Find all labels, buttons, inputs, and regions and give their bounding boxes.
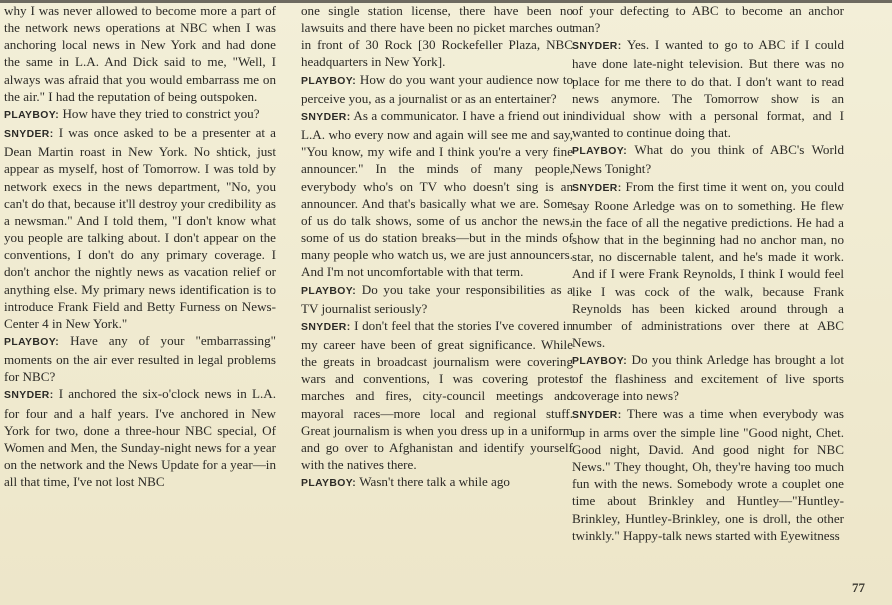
paragraph — [4, 124, 276, 332]
speaker-label: SNYDER: — [572, 409, 622, 421]
paragraph-text: I don't feel that the stories I've covered in my career have been of great significance. While the greats in broadcast journalism were covering wars and conventions, I was covering protest marches and fires, city-council meetings and mayoral races—more local and regional stuff. Great journalism is when you dress up in a uniform and go over to Afghanistan and identify yourself with the natives there. — [301, 317, 573, 473]
speaker-label: SNYDER: — [301, 111, 351, 123]
paragraph — [4, 2, 276, 105]
paragraph — [572, 178, 844, 352]
page-number: 77 — [852, 580, 865, 595]
paragraph-text: I anchored the six-o'clock news in L.A. for four and a half years. I've anchored in New York for two, done a three-hour NBC special, Of Women and Men, the Sunday-night news for a year on the network and the News Update for a year—in all that time, I've not lost NBC — [4, 386, 276, 490]
speaker-label: PLAYBOY: — [572, 146, 628, 158]
paragraph-text: From the first time it went on, you could say Roone Arledge was on to something. He flew in the face of all the negative predictions. He had a show that in the beginning had no anchor man, no star, no discernable talent, and he's made it work. And if I were Frank Reynolds, I think I would feel like I was cock of the walk, because Frank Reynolds has been kicked around through a number of administrations over there at ABC News. — [572, 178, 844, 350]
paragraph-text: Yes. I wanted to go to ABC if I could have done late-night television. But there was no place for me there to do that. I don't want to read news anymore. The Tomorrow show is an individual show with a personal format, and I wanted to continue doing that. — [572, 37, 844, 141]
paragraph — [301, 107, 573, 281]
paragraph — [301, 317, 573, 473]
paragraph-text: Do you think Arledge has brought a lot of the flashiness and excitement of live sports coverage into news? — [572, 352, 844, 404]
paragraph-text: How have they tried to constrict you? — [59, 105, 260, 121]
paragraph — [572, 351, 844, 404]
speaker-label: PLAYBOY: — [301, 478, 357, 490]
paragraph-text: How do you want your audience now to perceive you, as a journalist or as an entertainer? — [301, 71, 573, 106]
speaker-label: SNYDER: — [4, 129, 54, 141]
speaker-label: SNYDER: — [301, 321, 351, 333]
paragraph — [4, 332, 276, 385]
paragraph — [572, 141, 844, 177]
paragraph-text: Have any of your "embarrassing" moments on the air ever resulted in legal problems for NBC? — [4, 332, 276, 385]
speaker-label: PLAYBOY: — [301, 75, 357, 87]
column-3 — [572, 2, 844, 544]
column-1 — [4, 2, 276, 490]
paragraph-text: Do you take your responsibilities as a TV journalist seriously? — [301, 281, 573, 316]
paragraph — [301, 2, 573, 71]
paragraph — [4, 105, 276, 124]
paragraph — [4, 385, 276, 490]
speaker-label: SNYDER: — [572, 41, 622, 53]
paragraph-text: As a communicator. I have a friend out in L.A. who every now and again will see me and say, "You know, my wife and I think you're a very fine announcer." In the minds of many people, everybody who's on TV who doesn't sing is an announcer. And that's basically what we are. Some of us do talk shows, some of us anchor the news, some of us do station breaks—but in the minds of many people who watch us, we are just announcers. And I'm not uncomfortable with that term. — [301, 107, 573, 280]
column-2 — [301, 2, 573, 492]
paragraph-text: why I was never allowed to become more a part of the network news operations at NBC when I was anchoring local news in New York and had done the same in L.A. And Dick said to me, "Well, I always was afraid that you would embarrass me on the air." I had the reputation of being outspoken. — [4, 3, 276, 104]
paragraph — [572, 36, 844, 141]
speaker-label: SNYDER: — [4, 390, 54, 402]
speaker-label: PLAYBOY: — [4, 336, 60, 348]
paragraph — [301, 71, 573, 107]
speaker-label: PLAYBOY: — [301, 285, 357, 297]
paragraph — [301, 473, 573, 492]
speaker-label: PLAYBOY: — [572, 356, 628, 368]
paragraph-text: What do you think of ABC's World News Tonight? — [572, 142, 844, 177]
paragraph — [301, 281, 573, 317]
paragraph-text: There was a time when everybody was up in arms over the simple line "Good night, Chet. Good night, David. And good night for NBC News." They thought, Oh, they're having too much fun with the news. Somebody wrote a couplet one time about Brinkley and Huntley—"Huntley-Brinkley, Huntley-Brinkley, one is droll, the other twinkly." Happy-talk news started with Eyewitness — [572, 405, 844, 543]
paragraph-text: I was once asked to be a presenter at a Dean Martin roast in New York. No shtick, just appear as myself, host of Tomorrow. I was told by network execs in the news department, "No, you can't do that, because it'll destroy your credibility as a newsman." And I told them, "I don't know what you people are talking about. I don't appear on the conventions, I don't do any primary coverage. I don't anchor the nightly news as vacation relief or anything else. My primary news identification is to introduce Frank Field and Betty Furness on News-Center 4 in New York." — [4, 125, 276, 331]
paragraph — [572, 2, 844, 36]
paragraph — [572, 405, 844, 544]
speaker-label: SNYDER: — [572, 182, 622, 194]
paragraph-text: one single station license, there have been no lawsuits and there have been no picket marches out in front of 30 Rock [30 Rockefeller Plaza, NBC headquarters in New York]. — [301, 3, 573, 70]
speaker-label: PLAYBOY: — [4, 109, 60, 121]
paragraph-text: of your defecting to ABC to become an anchor man? — [572, 3, 844, 36]
paragraph-text: Wasn't there talk a while ago — [356, 474, 510, 490]
